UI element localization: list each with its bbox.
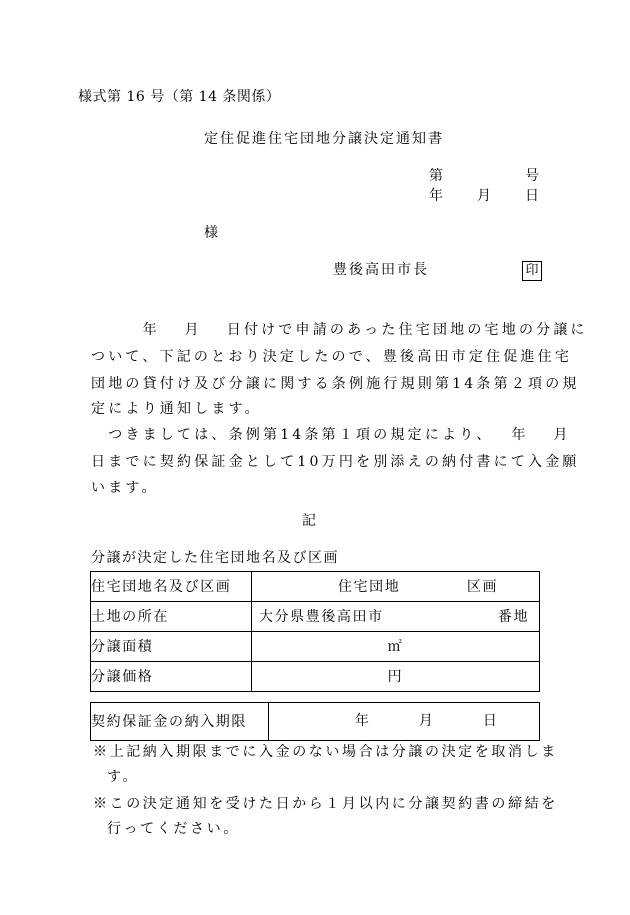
body-line: 団地の貸付け及び分譲に関する条例施行規則第14条第２項の規 (91, 376, 580, 392)
table-label: 住宅団地名及び区画 (91, 572, 252, 602)
table-value: 円 (251, 662, 539, 692)
doc-number-suffix: 号 (525, 168, 539, 184)
table-value-b: 番地 (497, 609, 530, 625)
table-value-a: 住宅団地 (337, 579, 401, 595)
table-value-a: 大分県豊後高田市 (258, 609, 384, 625)
body-line: 年 月 日付けで申請のあった住宅団地の宅地の分譲に (91, 322, 588, 338)
table-label: 分譲価格 (91, 662, 252, 692)
table-value-b: 区画 (466, 579, 499, 595)
table-row (91, 632, 540, 662)
table-row (91, 572, 540, 602)
date-year: 年 (429, 188, 443, 204)
document-title: 定住促進住宅団地分譲決定通知書 (204, 131, 444, 147)
deadline-day: 日 (482, 713, 499, 729)
table-value (251, 602, 539, 632)
table-row (91, 703, 540, 741)
note-line: ※上記納入期限までに入金のない場合は分譲の決定を取消しま (93, 744, 558, 760)
table-row (91, 662, 540, 692)
seal-box: 印 (522, 261, 542, 281)
deadline-year: 年 (354, 713, 371, 729)
recipient-suffix: 様 (204, 225, 218, 241)
body-line: 日までに契約保証金として10万円を別添えの納付書にて入金願 (91, 454, 580, 470)
ki-marker: 記 (302, 513, 316, 529)
note-line: 行ってください。 (107, 821, 240, 837)
body-line: 定により通知します。 (91, 401, 262, 417)
table-value (251, 572, 539, 602)
form-number: 様式第 16 号（第 14 条関係） (78, 89, 281, 105)
table-row (91, 602, 540, 632)
note-line: す。 (107, 769, 140, 785)
deadline-month: 月 (418, 713, 435, 729)
note-line: ※この決定通知を受けた日から１月以内に分譲契約書の締結を (93, 796, 558, 812)
body-line: つきましては、条例第14条第１項の規定により、 年 月 (91, 427, 571, 443)
table-caption: 分譲が決定した住宅団地名及び区画 (91, 550, 339, 566)
deadline-label: 契約保証金の納入期限 (91, 703, 269, 741)
table-value: ㎡ (251, 632, 539, 662)
issuer: 豊後高田市長 (333, 262, 429, 278)
deadline-table (90, 702, 540, 741)
body-line: ついて、下記のとおり決定したので、豊後高田市定住促進住宅 (91, 349, 573, 365)
table-label: 分譲面積 (91, 632, 252, 662)
date-month: 月 (477, 188, 491, 204)
deadline-value (268, 703, 539, 741)
doc-number-prefix: 第 (429, 168, 443, 184)
table-label: 土地の所在 (91, 602, 252, 632)
lot-table (90, 571, 540, 692)
date-day: 日 (525, 188, 539, 204)
body-line: います。 (91, 480, 159, 496)
